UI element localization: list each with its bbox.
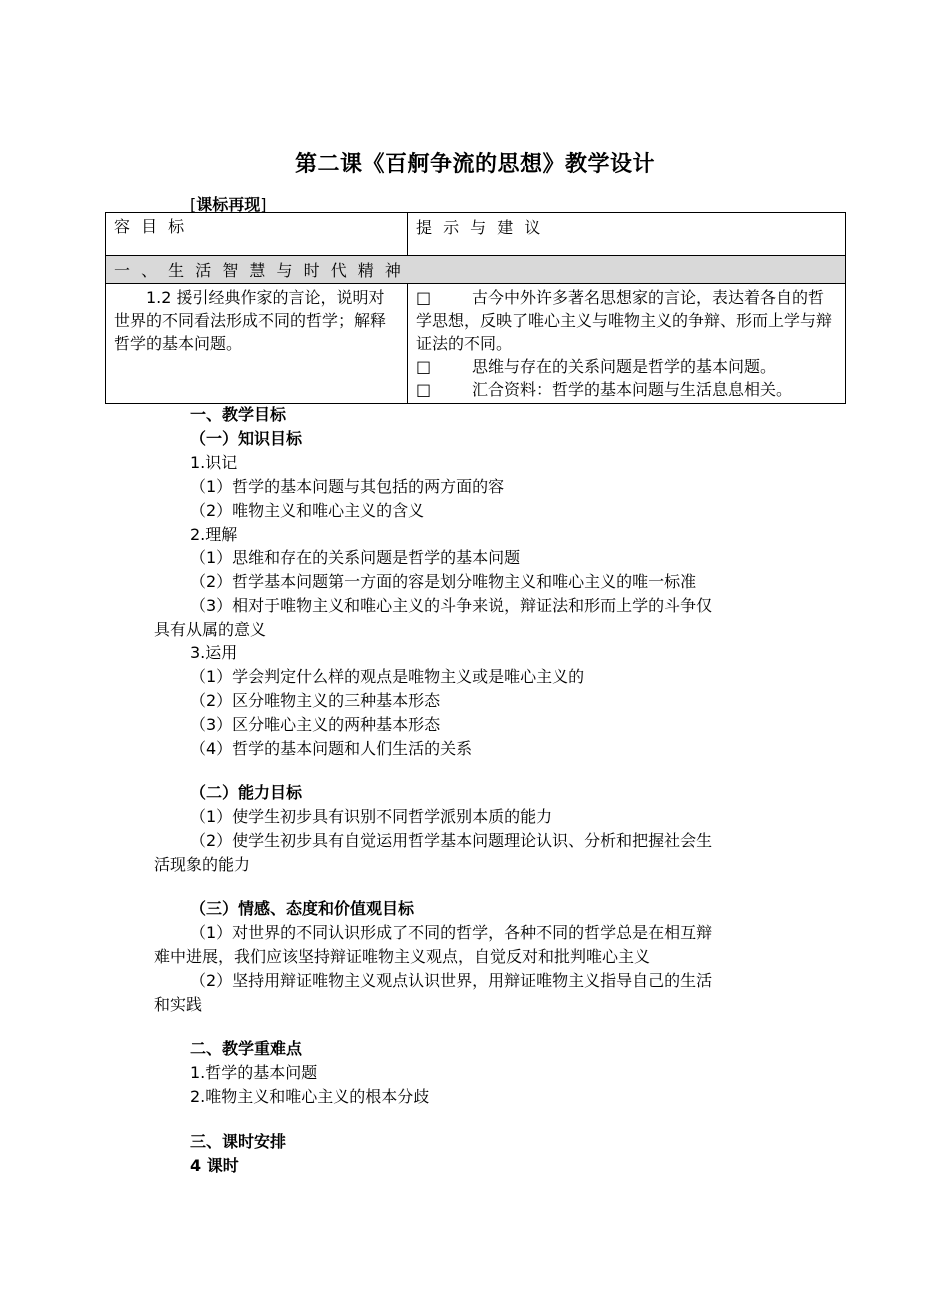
list-item: （2）唯物主义和唯心主义的含义 — [190, 501, 425, 520]
list-item: 3.运用 — [190, 643, 238, 662]
suggestion-text: 汇合资料：哲学的基本问题与生活息息相关。 — [472, 380, 793, 399]
suggestion-text: 古今中外许多著名思想家的言论，表达着各自的哲学思想，反映了唯心主义与唯物主义的争辩、形而上学与辩证法的不同。 — [416, 288, 833, 353]
standards-label: [课标再现] — [190, 195, 267, 214]
list-item: （2）哲学基本问题第一方面的容是划分唯物主义和唯心主义的唯一标准 — [190, 572, 697, 591]
subheading-ability: （二）能力目标 — [190, 783, 303, 802]
list-item-continued: 和实践 — [154, 995, 203, 1014]
list-item: 2.唯物主义和唯心主义的根本分歧 — [190, 1087, 430, 1106]
list-item: （1）学会判定什么样的观点是唯物主义或是唯心主义的 — [190, 667, 585, 686]
content-cell — [106, 284, 408, 404]
heading-schedule: 三、课时安排 — [190, 1132, 287, 1151]
subheading-values: （三）情感、态度和价值观目标 — [190, 899, 415, 918]
list-item: （2）区分唯物主义的三种基本形态 — [190, 691, 441, 710]
suggestion-item — [416, 378, 837, 401]
list-item: （3）区分唯心主义的两种基本形态 — [190, 715, 441, 734]
list-item: 2.理解 — [190, 525, 238, 544]
standards-table — [105, 212, 846, 404]
heading-teaching-goals: 一、教学目标 — [190, 405, 287, 424]
list-item: 1.识记 — [190, 453, 238, 472]
table-section-row — [106, 256, 846, 284]
list-item: （2）使学生初步具有自觉运用哲学基本问题理论认识、分析和把握社会生 — [190, 831, 713, 850]
suggestions-cell — [408, 284, 846, 404]
table-header-row — [106, 213, 846, 256]
heading-key-points: 二、教学重难点 — [190, 1039, 303, 1058]
schedule-hours: 4 课时 — [190, 1156, 239, 1175]
checkbox-icon: □ — [416, 357, 432, 376]
list-item: （1）使学生初步具有识别不同哲学派别本质的能力 — [190, 807, 553, 826]
page-title: 第二课《百舸争流的思想》教学设计 — [294, 152, 655, 177]
content-text: 1.2 援引经典作家的言论，说明对世界的不同看法形成不同的哲学；解释哲学的基本问题。 — [114, 288, 387, 353]
suggestion-text: 思维与存在的关系问题是哲学的基本问题。 — [472, 357, 777, 376]
list-item: （2）坚持用辩证唯物主义观点认识世界，用辩证唯物主义指导自己的生活 — [190, 971, 713, 990]
list-item: （1）思维和存在的关系问题是哲学的基本问题 — [190, 548, 521, 567]
list-item: （3）相对于唯物主义和唯心主义的斗争来说，辩证法和形而上学的斗争仅 — [190, 596, 713, 615]
checkbox-icon: □ — [416, 288, 432, 307]
list-item: 1.哲学的基本问题 — [190, 1063, 318, 1082]
list-item-continued: 难中进展，我们应该坚持辩证唯物主义观点，自觉反对和批判唯心主义 — [154, 947, 651, 966]
list-item: （1）哲学的基本问题与其包括的两方面的容 — [190, 477, 505, 496]
list-item-continued: 活现象的能力 — [154, 855, 251, 874]
checkbox-icon: □ — [416, 380, 432, 399]
list-item: （4）哲学的基本问题和人们生活的关系 — [190, 739, 473, 758]
suggestion-item — [416, 286, 837, 355]
standards-label-text: 课标再现 — [196, 195, 261, 214]
list-item: （1）对世界的不同认识形成了不同的哲学，各种不同的哲学总是在相互辩 — [190, 923, 713, 942]
header-goals: 容 目 标 — [106, 213, 408, 256]
suggestion-item — [416, 355, 837, 378]
list-item-continued: 具有从属的意义 — [154, 620, 267, 639]
table-content-row — [106, 284, 846, 404]
section-title: 一 、 生 活 智 慧 与 时 代 精 神 — [106, 256, 846, 284]
header-suggestions: 提 示 与 建 议 — [408, 213, 846, 256]
subheading-knowledge: （一）知识目标 — [190, 429, 303, 448]
